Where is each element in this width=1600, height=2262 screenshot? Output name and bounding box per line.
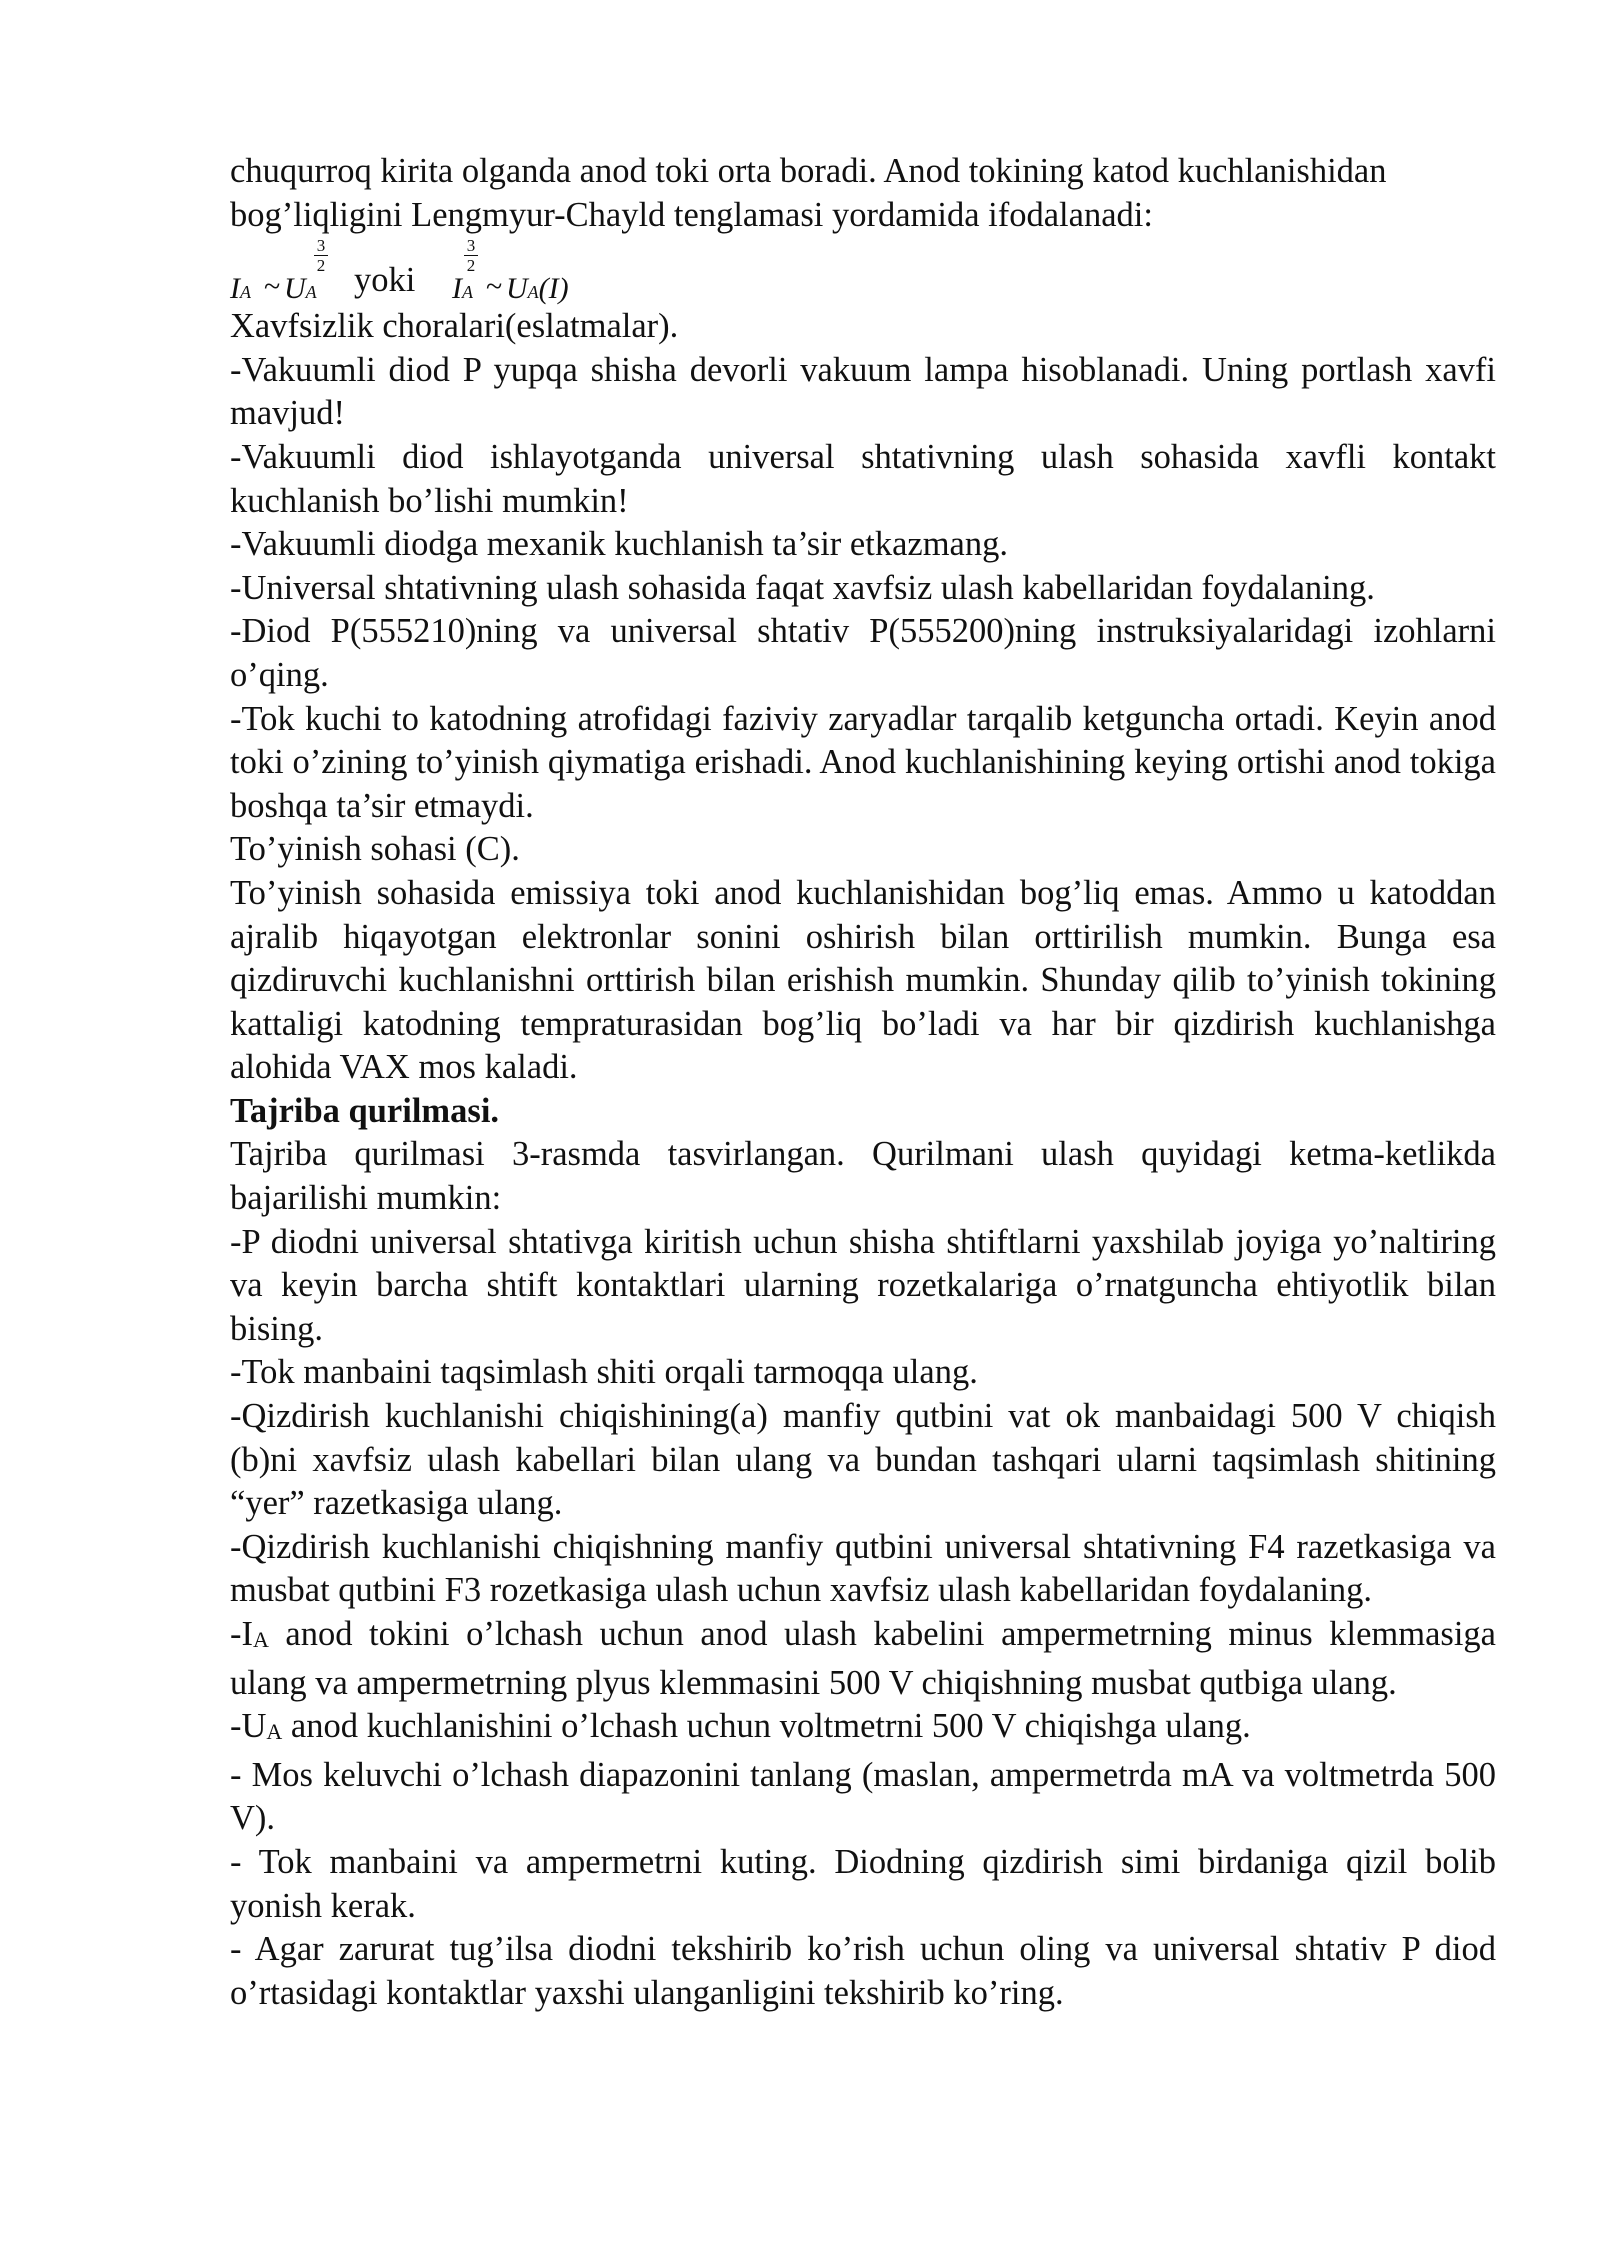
langmuir-child-formula — [230, 237, 1496, 305]
paragraph-range: - Mos keluvchi o’lchash diapazonini tanlang (maslan, ampermetrda mA va voltmetrda 500 V). — [230, 1755, 1496, 1838]
paragraph-ia: -IA anod tokini o’lchash uchun anod ulash kabelini ampermetrning minus klemmasiga ulang va ampermetrning plyus klemmasini 500 V chiqishning musbat qutbiga ulang. — [230, 1615, 1496, 1702]
paragraph-setup-intro: Tajriba qurilmasi 3-rasmda tasvirlangan. Qurilmani ulash quyidagi ketma-ketlikda bajarilishi mumkin: — [230, 1135, 1496, 1218]
formula-tilde-2: ~ — [486, 270, 503, 304]
paragraph-safety-4: -Universal shtativning ulash sohasida faqat xavfsiz ulash kabellaridan foydalaning. — [230, 568, 1375, 607]
formula-ua-1: UA — [284, 272, 317, 306]
formula-exponent-2: 3 2 — [462, 237, 480, 274]
text-line-2: bog’liqligini Lengmyur-Chayld tenglamasi yordamida ifodalanadi: — [230, 195, 1153, 234]
paragraph-safety-3: -Vakuumli diodga mexanik kuchlanish ta’sir etkazmang. — [230, 525, 1008, 564]
paragraph-safety-5: -Diod P(555210)ning va universal shtativ P(555200)ning instruksiyalaridagi izohlarni o’qing. — [230, 612, 1496, 694]
paragraph-current: -Tok kuchi to katodning atrofidagi faziviy zaryadlar tarqalib ketguncha ortadi. Keyin anod toki o’zining to’yinish qiymatiga erishadi. Anod kuchlanishining keying ortishi anod tokiga boshqa ta’sir etmaydi. — [230, 699, 1496, 825]
formula-yoki: yoki — [354, 261, 416, 300]
formula-ua-2: UA(I) — [506, 272, 569, 306]
formula-tilde-1: ~ — [264, 270, 281, 304]
paragraph-check: - Agar zarurat tug’ilsa diodni tekshirib ko’rish uchun oling va universal shtativ P diod o’rtasidagi kontaktlar yaxshi ulanganligini tekshirib ko’ring. — [230, 1930, 1496, 2012]
formula-ia-1: IA — [230, 272, 251, 306]
paragraph-setup-3: -Qizdirish kuchlanishi chiqishining(a) manfiy qutbini vat ok manbaidagi 500 V chiqish (b)ni xavfsiz ulash kabellari bilan ulang va bundan tashqari ularni taqsimlash shitining “yer” razetkasiga ulang. — [230, 1397, 1496, 1523]
paragraph-safety-2: -Vakuumli diod ishlayotganda universal shtativning ulash sohasida xavfli kontakt kuchlanish bo’lishi mumkin! — [230, 437, 1496, 520]
paragraph-ua: -UA anod kuchlanishini o’lchash uchun voltmetrni 500 V chiqishga ulang. — [230, 1707, 1251, 1746]
text-line-1: chuqurroq kirita olganda anod toki orta boradi. Anod tokining katod kuchlanishidan — [230, 152, 1387, 190]
paragraph-safety-title: Xavfsizlik choralari(eslatmalar). — [230, 307, 679, 346]
paragraph-saturation-title: To’yinish sohasi (C). — [230, 830, 520, 869]
paragraph-setup-4: -Qizdirish kuchlanishi chiqishning manfiy qutbini universal shtativning F4 razetkasiga va musbat qutbini F3 rozetkasiga ulash uchun xavfsiz ulash kabellaridan foydalaning. — [230, 1527, 1496, 1610]
paragraph-setup-1: -P diodni universal shtativga kiritish uchun shisha shtiftlarni yaxshilab joyiga yo’naltiring va keyin barcha shtift kontaktlari ularning rozetkalariga o’rnatguncha ehtiyotlik bilan bising. — [230, 1222, 1496, 1348]
formula-ia-2: IA — [452, 272, 473, 306]
paragraph-setup-2: -Tok manbaini taqsimlash shiti orqali tarmoqqa ulang. — [230, 1353, 978, 1392]
section-heading: Tajriba qurilmasi. — [230, 1091, 500, 1130]
formula-exponent-1: 3 2 — [312, 237, 330, 274]
paragraph-power: - Tok manbaini va ampermetrni kuting. Diodning qizdirish simi birdaniga qizil bolib yonish kerak. — [230, 1842, 1496, 1925]
document-page — [230, 150, 1496, 2015]
paragraph-saturation: To’yinish sohasida emissiya toki anod kuchlanishidan bog’liq emas. Ammo u katoddan ajralib hiqayotgan elektronlar sonini oshirish bilan orttirilish mumkin. Bunga esa qizdiruvchi kuchlanishni orttirish bilan erishish mumkin. Shunday qilib to’yinish tokining kattaligi katodning tempraturasidan bog’liq bo’ladi va har bir qizdirish kuchlanishga alohida VAX mos kaladi. — [230, 873, 1496, 1087]
paragraph-safety-1: -Vakuumli diod P yupqa shisha devorli vakuum lampa hisoblanadi. Uning portlash xavfi mavjud! — [230, 350, 1496, 433]
